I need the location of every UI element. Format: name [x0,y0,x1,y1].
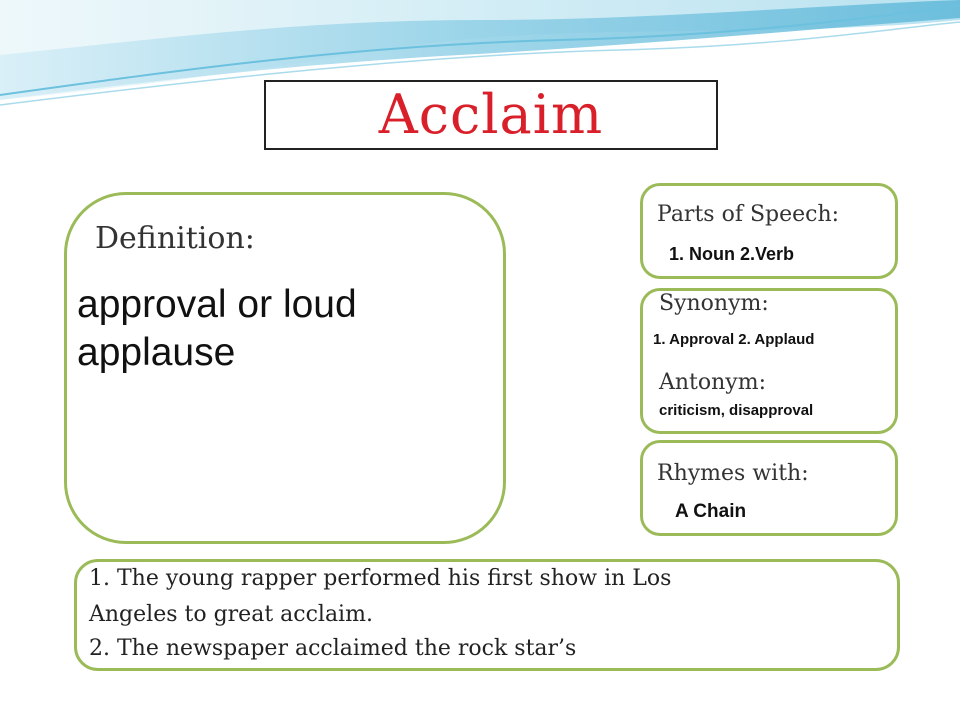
rhymes-panel [640,440,898,536]
synonym-value: 1. Approval 2. Applaud [653,331,815,348]
examples-panel [74,559,900,671]
parts-of-speech-panel [640,183,898,279]
parts-of-speech-label: Parts of Speech: [657,202,840,227]
antonym-value: criticism, disapproval [659,402,814,419]
synonym-antonym-panel [640,288,898,434]
rhymes-value: A Chain [675,501,747,522]
antonym-label: Antonym: [659,370,767,395]
rhymes-label: Rhymes with: [657,461,809,486]
parts-of-speech-value: 1. Noun 2.Verb [669,244,795,264]
slide-title: Acclaim [378,83,604,146]
definition-panel [64,192,506,544]
definition-label: Definition: [95,221,255,256]
example-line-1: 1. The young rapper performed his first show in Los [89,566,672,591]
example-line-3: 2. The newspaper acclaimed the rock star’s [89,636,577,661]
synonym-label: Synonym: [659,291,769,316]
title-box [264,80,718,150]
definition-text: approval or loud applause [77,283,357,374]
example-line-2: Angeles to great acclaim. [89,602,373,627]
